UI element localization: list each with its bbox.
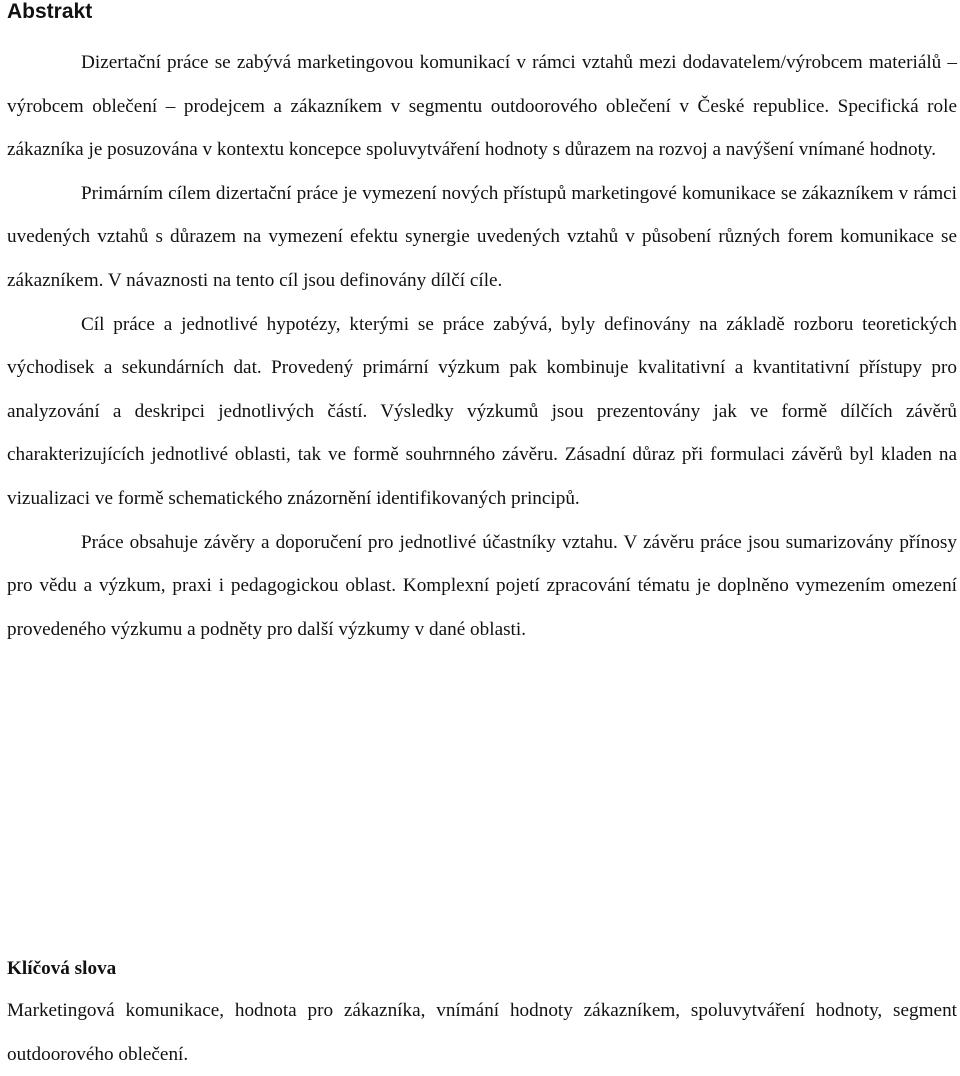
abstract-paragraph-2: Primárním cílem dizertační práce je vymezení nových přístupů marketingové komunikace se zákazníkem v rámci uvedených vztahů s důrazem na vymezení efektu synergie uvedených vztahů v působení různých forem komunikace se zákazníkem. V návaznosti na tento cíl jsou definovány dílčí cíle. — [7, 182, 957, 291]
abstract-paragraph-1: Dizertační práce se zabývá marketingovou komunikací v rámci vztahů mezi dodavatelem/výrobcem materiálů – výrobcem oblečení – prodejcem a zákazníkem v segmentu outdoorového oblečení v České republice. Specifická role zákazníka je posuzována v kontextu koncepce spoluvytváření hodnoty s důrazem na rozvoj a navýšení vnímané hodnoty. — [7, 52, 957, 161]
abstract-heading: Abstrakt — [7, 0, 93, 23]
keywords-text: Marketingová komunikace, hodnota pro zákazníka, vnímání hodnoty zákazníkem, spoluvytváření hodnoty, segment outdoorového oblečení. — [7, 1000, 957, 1065]
document-page — [7, 0, 957, 1065]
abstract-paragraph-4: Práce obsahuje závěry a doporučení pro jednotlivé účastníky vztahu. V závěru práce jsou sumarizovány přínosy pro vědu a výzkum, praxi i pedagogickou oblast. Komplexní pojetí zpracování tématu je doplněno vymezením omezení provedeného výzkumu a podněty pro další výzkumy v dané oblasti. — [7, 531, 957, 640]
keywords-heading: Klíčová slova — [7, 958, 117, 979]
abstract-paragraph-3: Cíl práce a jednotlivé hypotézy, kterými se práce zabývá, byly definovány na základě rozboru teoretických východisek a sekundárních dat. Provedený primární výzkum pak kombinuje kvalitativní a kvantitativní přístupy pro analyzování a deskripci jednotlivých částí. Výsledky výzkumů jsou prezentovány jak ve formě dílčích závěrů charakterizujících jednotlivé oblasti, tak ve formě souhrnného závěru. Zásadní důraz při formulaci závěrů byl kladen na vizualizaci ve formě schematického znázornění identifikovaných principů. — [7, 313, 957, 509]
